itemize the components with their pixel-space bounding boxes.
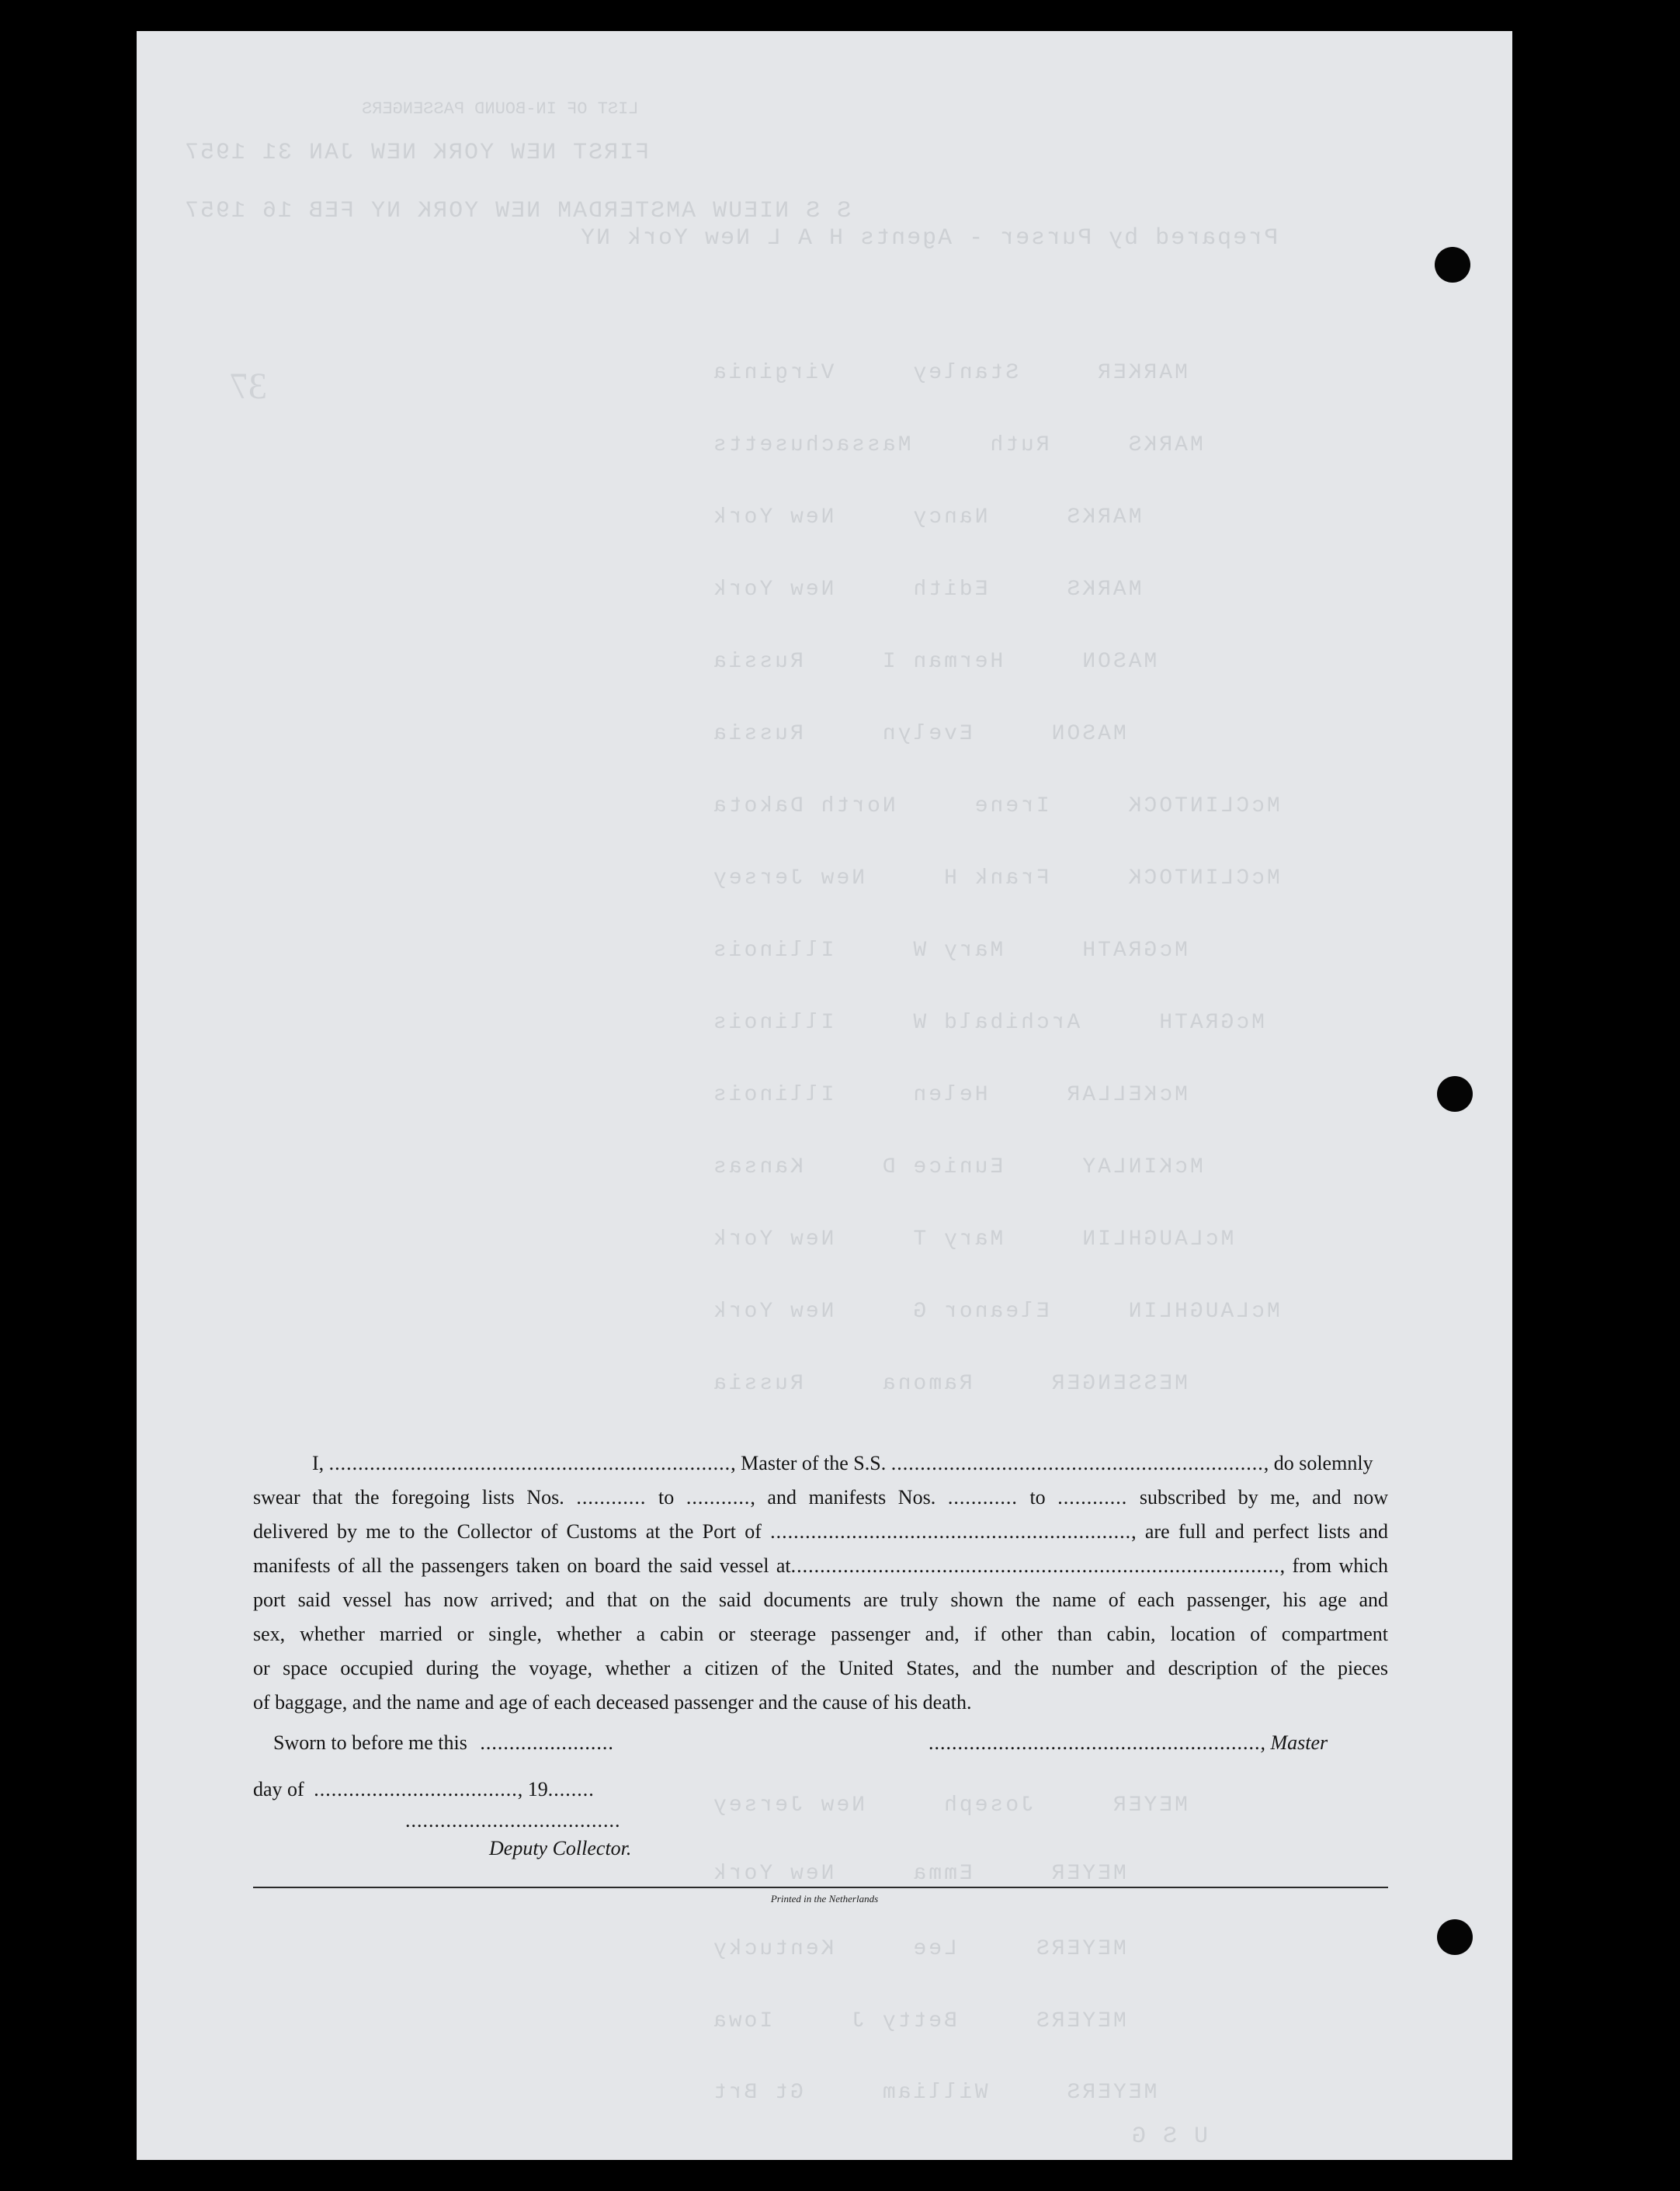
oath-line-4 (253, 1553, 1388, 1579)
year-prefix: , 19 (517, 1778, 548, 1800)
oath-line-7: or space occupied during the voyage, whether a citizen of the United States, and the number and description of the pieces (253, 1657, 1388, 1679)
oath-text: , from which (1279, 1554, 1388, 1577)
deputy-signature-field: ..................................... (405, 1809, 621, 1832)
ghost-row: MESSENGER Ramona Russia (711, 1372, 1188, 1396)
day-of-line (253, 1778, 595, 1801)
ghost-row: MEYER Emma New York (711, 1862, 1126, 1886)
day-of-label: day of (253, 1778, 304, 1800)
ghost-row: MASON Herman I Russia (711, 650, 1158, 674)
ghost-row: McLAUGHLIN Mary T New York (711, 1227, 1234, 1252)
list-no-from-field: ............ (576, 1486, 647, 1509)
sworn-label: Sworn to before me this (273, 1731, 467, 1754)
oath-line-1 (253, 1450, 1388, 1477)
day-of-field: ................................... (314, 1778, 518, 1800)
punch-hole-middle (1437, 1076, 1473, 1112)
oath-text: to (1029, 1486, 1046, 1509)
ghost-row: MEYERS William Gt Brt (711, 2081, 1158, 2105)
oath-text: , and manifests Nos. (750, 1486, 936, 1509)
manifest-sheet (137, 31, 1512, 2160)
ghost-row: McCLINTOCK Frank H New Jersey (711, 866, 1280, 891)
ghost-header-line-1: LIST OF IN-BOUND PASSENGERS (362, 99, 639, 119)
deputy-signature-line (405, 1809, 621, 1832)
ghost-row: MEYER Joseph New Jersey (711, 1793, 1188, 1818)
oath-line-2 (253, 1484, 1388, 1511)
ghost-row: MARKS Ruth Massachusetts (711, 433, 1203, 457)
sworn-date-field: ....................... (480, 1731, 614, 1754)
manifest-no-to-field: ............ (1057, 1486, 1128, 1509)
oath-text: to (658, 1486, 675, 1509)
oath-text: , Master of the S.S. (731, 1452, 887, 1474)
ghost-header-line-3: S S NIEUW AMSTERDAM NEW YORK NY FEB 16 1957 (183, 198, 852, 224)
ghost-row: MEYERS Lee Kentucky (711, 1937, 1126, 1961)
oath-text: , do solemnly (1263, 1452, 1373, 1474)
master-signature-field: ......................................................... (929, 1731, 1261, 1754)
master-signature-line (929, 1731, 1328, 1755)
ghost-row: MEYERS Betty J Iowa (711, 2009, 1126, 2033)
ship-name-field: ................................................................ (890, 1452, 1264, 1474)
oath-text: manifests of all the passengers taken on board the said vessel at (253, 1554, 791, 1577)
ghost-page-number: 37 (230, 366, 267, 407)
ghost-row: McKELLAR Helen Illinois (711, 1083, 1188, 1107)
ghost-row: McLAUGHLIN Eleanor G New York (711, 1300, 1280, 1324)
punch-hole-top (1435, 247, 1470, 283)
port-field: .............................................................. (770, 1520, 1132, 1543)
ghost-header-line-4: Prepared by Purser - Agents H A L New York NY (579, 225, 1279, 252)
deputy-collector-label: Deputy Collector. (489, 1837, 632, 1859)
vessel-port-field: .................................................................................... (790, 1554, 1280, 1577)
ghost-header-line-2: FIRST NEW YORK NEW JAN 31 1957 (183, 140, 650, 166)
ghost-row: MARKER Stanley Virginia (711, 361, 1188, 385)
ghost-footer-stamp: U S G (1130, 2123, 1209, 2150)
footer-rule (253, 1887, 1388, 1888)
sworn-line (273, 1731, 614, 1755)
oath-line-3 (253, 1519, 1388, 1545)
oath-text: delivered by me to the Collector of Customs at the Port of (253, 1520, 762, 1543)
manifest-no-from-field: ............ (947, 1486, 1018, 1509)
oath-text: , are full and perfect lists and (1131, 1520, 1388, 1543)
year-field: ........ (547, 1778, 595, 1800)
oath-line-5: port said vessel has now arrived; and that on the said documents are truly shown the name of each passenger, his age and (253, 1589, 1388, 1611)
oath-line-8: of baggage, and the name and age of each deceased passenger and the cause of his death. (253, 1691, 972, 1714)
ghost-row: MASON Evelyn Russia (711, 722, 1126, 746)
oath-text: I, (312, 1452, 325, 1474)
oath-text: subscribed by me, and now (1139, 1486, 1389, 1509)
master-name-field: ..................................................................... (328, 1452, 731, 1474)
ghost-row: MARKS Edith New York (711, 578, 1142, 602)
ghost-row: MARKS Nancy New York (711, 505, 1142, 530)
printed-in-note: Printed in the Netherlands (770, 1893, 879, 1905)
ghost-row: McKINLAY Eunice D Kansas (711, 1155, 1203, 1179)
punch-hole-bottom (1437, 1919, 1473, 1955)
oath-line-6: sex, whether married or single, whether a cabin or steerage passenger and, if other than cabin, location of compartment (253, 1623, 1388, 1645)
ghost-row: McGRATH Mary W Illinois (711, 939, 1188, 963)
ghost-row: McGRATH Archibald W Illinois (711, 1011, 1265, 1035)
list-no-to-field: ........... (686, 1486, 751, 1509)
oath-text: swear that the foregoing lists Nos. (253, 1486, 564, 1509)
master-label: , Master (1260, 1731, 1328, 1754)
ghost-row: McCLINTOCK Irene North Dakota (711, 794, 1280, 818)
